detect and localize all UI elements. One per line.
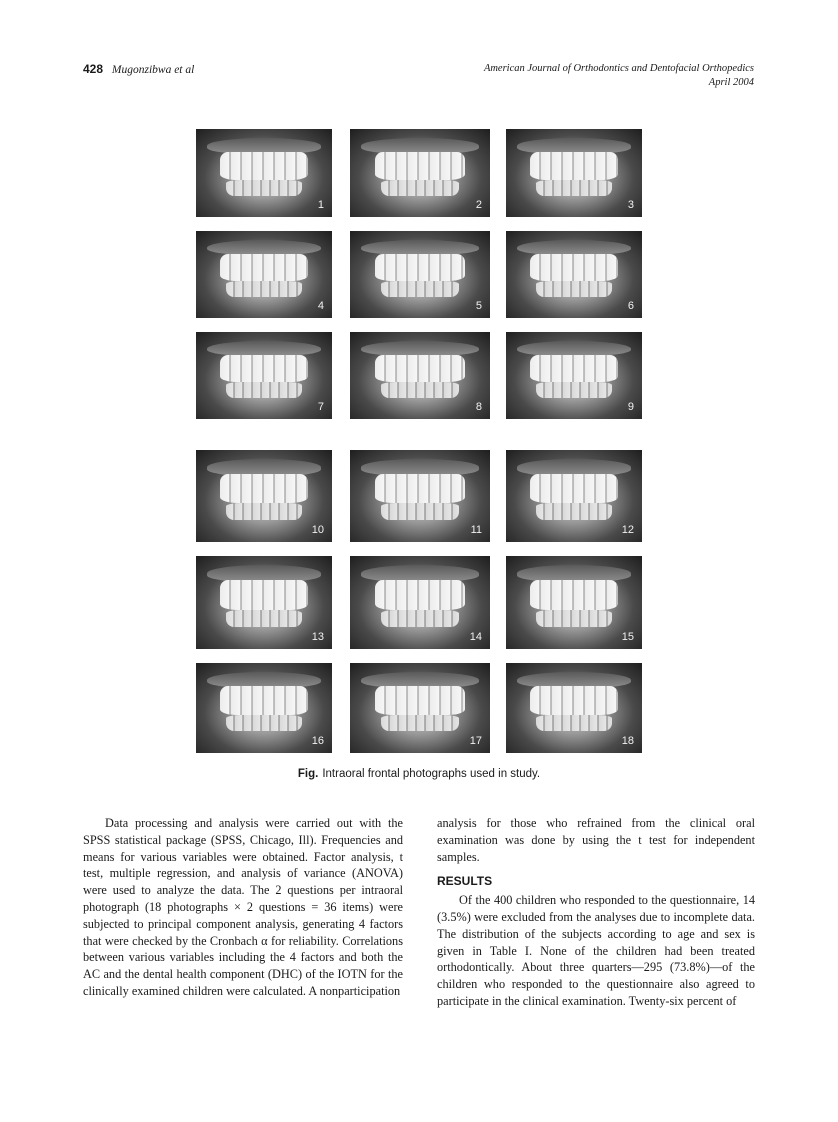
- upper-teeth: [220, 686, 307, 715]
- upper-teeth: [530, 580, 617, 610]
- intraoral-photo-1: [196, 129, 332, 217]
- lower-teeth: [226, 715, 302, 731]
- lower-teeth: [226, 180, 302, 196]
- upper-teeth: [220, 254, 307, 282]
- intraoral-photo-17: [350, 663, 490, 753]
- author-running-head: Mugonzibwa et al: [111, 64, 195, 76]
- upper-teeth: [530, 152, 617, 180]
- lower-teeth: [381, 610, 459, 627]
- upper-lip: [517, 240, 631, 256]
- intraoral-photo-3: [506, 129, 642, 217]
- lower-teeth: [536, 715, 612, 731]
- lower-teeth: [226, 610, 302, 627]
- photo-number-label: 16: [311, 735, 324, 747]
- right-text-column: [437, 815, 755, 1010]
- lower-teeth: [536, 281, 612, 297]
- intraoral-photo-2: [350, 129, 490, 217]
- photo-number-label: 14: [469, 631, 482, 643]
- photo-number-label: 7: [317, 401, 324, 413]
- photo-number-label: 13: [311, 631, 324, 643]
- lower-teeth: [536, 610, 612, 627]
- lower-teeth: [226, 382, 302, 398]
- lower-teeth: [381, 382, 459, 398]
- upper-teeth: [375, 254, 465, 282]
- upper-teeth: [220, 580, 307, 610]
- lower-teeth: [381, 180, 459, 196]
- upper-lip: [207, 341, 321, 357]
- intraoral-photo-15: [506, 556, 642, 649]
- photo-number-label: 8: [475, 401, 482, 413]
- upper-lip: [517, 341, 631, 357]
- upper-teeth: [530, 686, 617, 715]
- results-paragraph: Of the 400 children who responded to the questionnaire, 14 (3.5%) were excluded from the analyses due to incomplete data. The distribution of the subjects according to age and sex is given in Table I. None of the children had been treated orthodontically. About three quarters—295 (73.8%)—of the children who responded to the questionnaire also agreed to participate in the clinical examination. Twenty-six percent of: [437, 893, 755, 1008]
- upper-teeth: [530, 474, 617, 503]
- intraoral-photo-5: [350, 231, 490, 318]
- upper-teeth: [375, 686, 465, 715]
- lower-teeth: [381, 281, 459, 297]
- intraoral-photo-6: [506, 231, 642, 318]
- intraoral-photo-11: [350, 450, 490, 542]
- methods-paragraph: Data processing and analysis were carried out with the SPSS statistical package (SPSS, Chicago, Ill). Frequencies and means for various variables were obtained. Factor analysis, t test, multiple regression, and analysis of variance (ANOVA) were used to analyze the data. The 2 questions per intraoral photograph (18 photographs × 2 questions = 36 items) were subjected to principal component analysis, generating 4 factors that were checked by the Cronbach α for reliability. Correlations between various variables including the 4 factors and both the AC and the dental health component (DHC) of the IOTN for the clinically examined children were calculated. A nonparticipation: [83, 816, 403, 998]
- upper-teeth: [375, 355, 465, 383]
- photo-number-label: 2: [475, 199, 482, 211]
- issue-date: April 2004: [708, 77, 754, 88]
- intraoral-photo-13: [196, 556, 332, 649]
- upper-teeth: [530, 355, 617, 383]
- upper-teeth: [220, 474, 307, 503]
- photo-number-label: 11: [470, 524, 482, 536]
- intraoral-photo-16: [196, 663, 332, 753]
- journal-title: American Journal of Orthodontics and Dentofacial Orthopedics: [483, 63, 754, 74]
- lower-teeth: [536, 180, 612, 196]
- figure-caption-text: Intraoral frontal photographs used in study.: [322, 768, 541, 780]
- intraoral-photo-4: [196, 231, 332, 318]
- figure-caption: [0, 768, 838, 780]
- upper-lip: [361, 240, 479, 256]
- intraoral-photo-9: [506, 332, 642, 419]
- upper-lip: [207, 240, 321, 256]
- lower-teeth: [381, 503, 459, 520]
- results-heading: RESULTS: [437, 874, 493, 889]
- photo-number-label: 12: [621, 524, 634, 536]
- lower-teeth: [536, 382, 612, 398]
- photo-number-label: 5: [475, 300, 482, 312]
- intraoral-photo-8: [350, 332, 490, 419]
- photo-number-label: 15: [621, 631, 634, 643]
- photo-number-label: 1: [317, 199, 324, 211]
- intraoral-photo-7: [196, 332, 332, 419]
- photo-number-label: 6: [627, 300, 634, 312]
- lower-teeth: [536, 503, 612, 520]
- photo-number-label: 17: [469, 735, 482, 747]
- photo-number-label: 4: [317, 300, 324, 312]
- left-text-column: [83, 815, 403, 1000]
- upper-teeth: [530, 254, 617, 282]
- photo-number-label: 3: [627, 199, 634, 211]
- upper-lip: [361, 341, 479, 357]
- photo-number-label: 18: [621, 735, 634, 747]
- upper-teeth: [220, 152, 307, 180]
- intraoral-photo-18: [506, 663, 642, 753]
- intraoral-photo-12: [506, 450, 642, 542]
- lower-teeth: [226, 503, 302, 520]
- page-number: 428: [83, 62, 104, 76]
- upper-teeth: [375, 580, 465, 610]
- photo-number-label: 9: [627, 401, 634, 413]
- photo-number-label: 10: [311, 524, 324, 536]
- lower-teeth: [226, 281, 302, 297]
- figure-caption-label: Fig.: [297, 768, 319, 780]
- upper-teeth: [220, 355, 307, 383]
- upper-teeth: [375, 152, 465, 180]
- intraoral-photo-10: [196, 450, 332, 542]
- intraoral-photo-14: [350, 556, 490, 649]
- continuation-paragraph: analysis for those who refrained from the clinical oral examination was done by using the t test for independent samples.: [437, 816, 755, 864]
- lower-teeth: [381, 715, 459, 731]
- upper-teeth: [375, 474, 465, 503]
